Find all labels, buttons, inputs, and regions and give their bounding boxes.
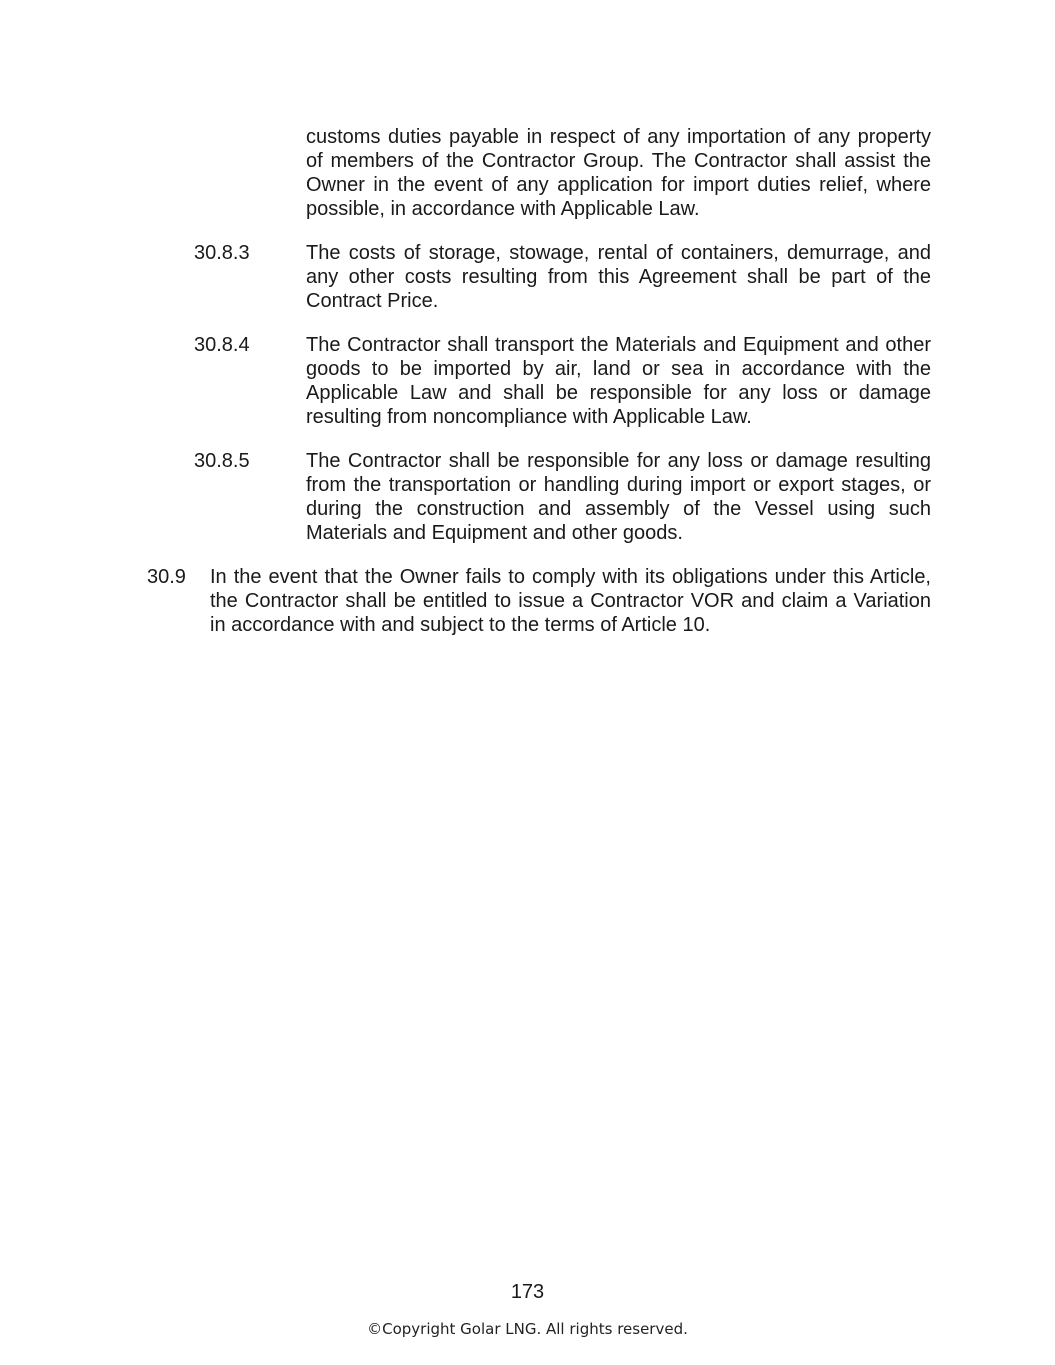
clause-number: 30.8.5 (194, 450, 250, 472)
clause-text: The Contractor shall transport the Materials and Equipment and other goods to be imported by air, land or sea in accordance with the Applicable Law and shall be responsible for any loss or damage resulting from noncompliance with Applicable Law. (306, 334, 931, 428)
clause-text: The Contractor shall be responsible for any loss or damage resulting from the transportation or handling during import or export stages, or during the construction and assembly of the Vessel using such Materials and Equipment and other goods. (306, 450, 931, 544)
section-number: 30.9 (147, 566, 186, 588)
copyright-notice: ©Copyright Golar LNG. All rights reserved. (367, 1320, 688, 1338)
section-text: In the event that the Owner fails to comply with its obligations under this Article, the Contractor shall be entitled to issue a Contractor VOR and claim a Variation in accordance with and subject to the terms of Article 10. (210, 566, 931, 636)
clause-number: 30.8.3 (194, 242, 250, 264)
clause-text: The costs of storage, stowage, rental of containers, demurrage, and any other costs resulting from this Agreement shall be part of the Contract Price. (306, 242, 931, 312)
continuation-paragraph: customs duties payable in respect of any importation of any property of members of the Contractor Group. The Contractor shall assist the Owner in the event of any application for import duties relief, where possible, in accordance with Applicable Law. (306, 126, 931, 220)
page-number: 173 (510, 1281, 545, 1303)
clause-number: 30.8.4 (194, 334, 250, 356)
